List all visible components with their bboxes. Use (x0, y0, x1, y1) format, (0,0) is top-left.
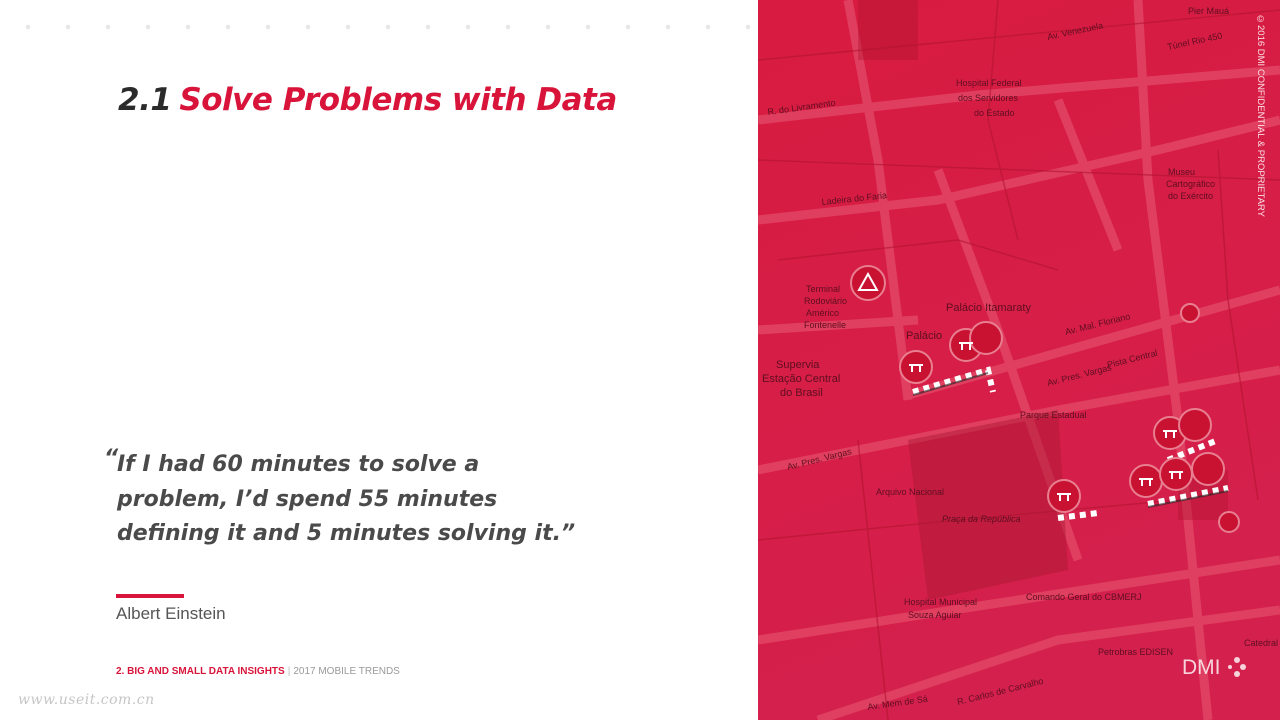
dmi-logo-icon (1226, 656, 1248, 680)
map-label-palacio: Palácio (906, 330, 943, 342)
map-label-museu: Museu (1168, 167, 1196, 177)
title-number: 2.1 (118, 82, 172, 118)
dotted-divider (0, 22, 758, 32)
map-label-hospital-municipal: Hospital Municipal (904, 597, 978, 607)
map-label-pres-vargas: Av. Pres. Vargas (786, 446, 853, 472)
map-label-itamaraty: Palácio Itamaraty (946, 302, 1031, 314)
map-label-supervia: Supervia (776, 359, 820, 371)
park-area (908, 410, 1068, 600)
map-label-do-brasil: do Brasil (780, 387, 823, 399)
map-label-exercito: do Exército (1168, 191, 1214, 201)
open-quote-mark: “ (104, 446, 119, 471)
quote-text: If I had 60 minutes to solve a problem, I’d spend 55 minutes defining it and 5 minutes solving it.” (117, 452, 576, 546)
map-label-mem-de-sa: Av. Mem de Sá (866, 693, 929, 712)
footer-separator: | (287, 666, 291, 677)
map-label-comando: Comando Geral do CBMERJ (1026, 592, 1142, 602)
map-label-hospital-federal: Hospital Federal (956, 78, 1022, 88)
footer (116, 666, 400, 677)
map-label-pista-central: Pista Central (1106, 347, 1159, 370)
map-label-estacao: Estação Central (762, 373, 841, 385)
map-label-arquivo: Arquivo Nacional (876, 487, 945, 497)
map-label-praca: Praça da República (942, 514, 1021, 524)
map-label-livramento: R. do Livramento (766, 97, 837, 117)
warning-pin-icon (851, 266, 885, 300)
footer-deck: 2017 MOBILE TRENDS (293, 666, 400, 677)
map-label-rodoviario: Rodoviário (804, 296, 848, 306)
map-label-fontenelle: Fontenelle (804, 320, 847, 330)
author-accent-bar (116, 594, 184, 598)
map-label-parque: Parque Estadual (1020, 410, 1087, 420)
map-panel (758, 0, 1280, 720)
map-image (758, 0, 1280, 720)
confidential-notice: ©2016 DMI CONFIDENTIAL & PROPRIETARY (1255, 14, 1266, 217)
map-label-pres-vargas-2: Av. Pres. Vargas (1046, 362, 1113, 388)
map-label-souza-aguiar: Souza Aguiar (908, 610, 962, 620)
site-watermark: www.useit.com.cn (18, 692, 155, 708)
map-label-catedral: Catedral (1244, 638, 1279, 648)
map-label-av-venezuela: Av. Venezuela (1046, 20, 1104, 42)
map-label-pier-maua: Pier Mauá (1188, 6, 1230, 16)
title-text: Solve Problems with Data (179, 82, 617, 118)
slide-title (118, 82, 617, 118)
map-label-terminal: Terminal (806, 284, 841, 294)
map-label-ladeira: Ladeira do Faria (821, 190, 888, 207)
footer-section: 2. BIG AND SMALL DATA INSIGHTS (116, 666, 285, 677)
map-label-mal-floriano: Av. Mal. Floriano (1064, 311, 1132, 337)
quote-author: Albert Einstein (116, 604, 226, 623)
map-label-dos-servidores: dos Servidores (958, 93, 1019, 103)
map-label-cartografico: Cartográfico (1166, 179, 1216, 189)
map-label-carlos-carvalho: R. Carlos de Carvalho (956, 675, 1045, 707)
dmi-logo: DMI (1182, 656, 1221, 679)
map-label-tunel: Túnel Rio 450 (1166, 30, 1224, 52)
map-label-do-estado: do Estado (974, 108, 1015, 118)
map-label-petrobras: Petrobras EDISEN (1098, 647, 1174, 657)
map-label-americo: Américo (806, 308, 840, 318)
